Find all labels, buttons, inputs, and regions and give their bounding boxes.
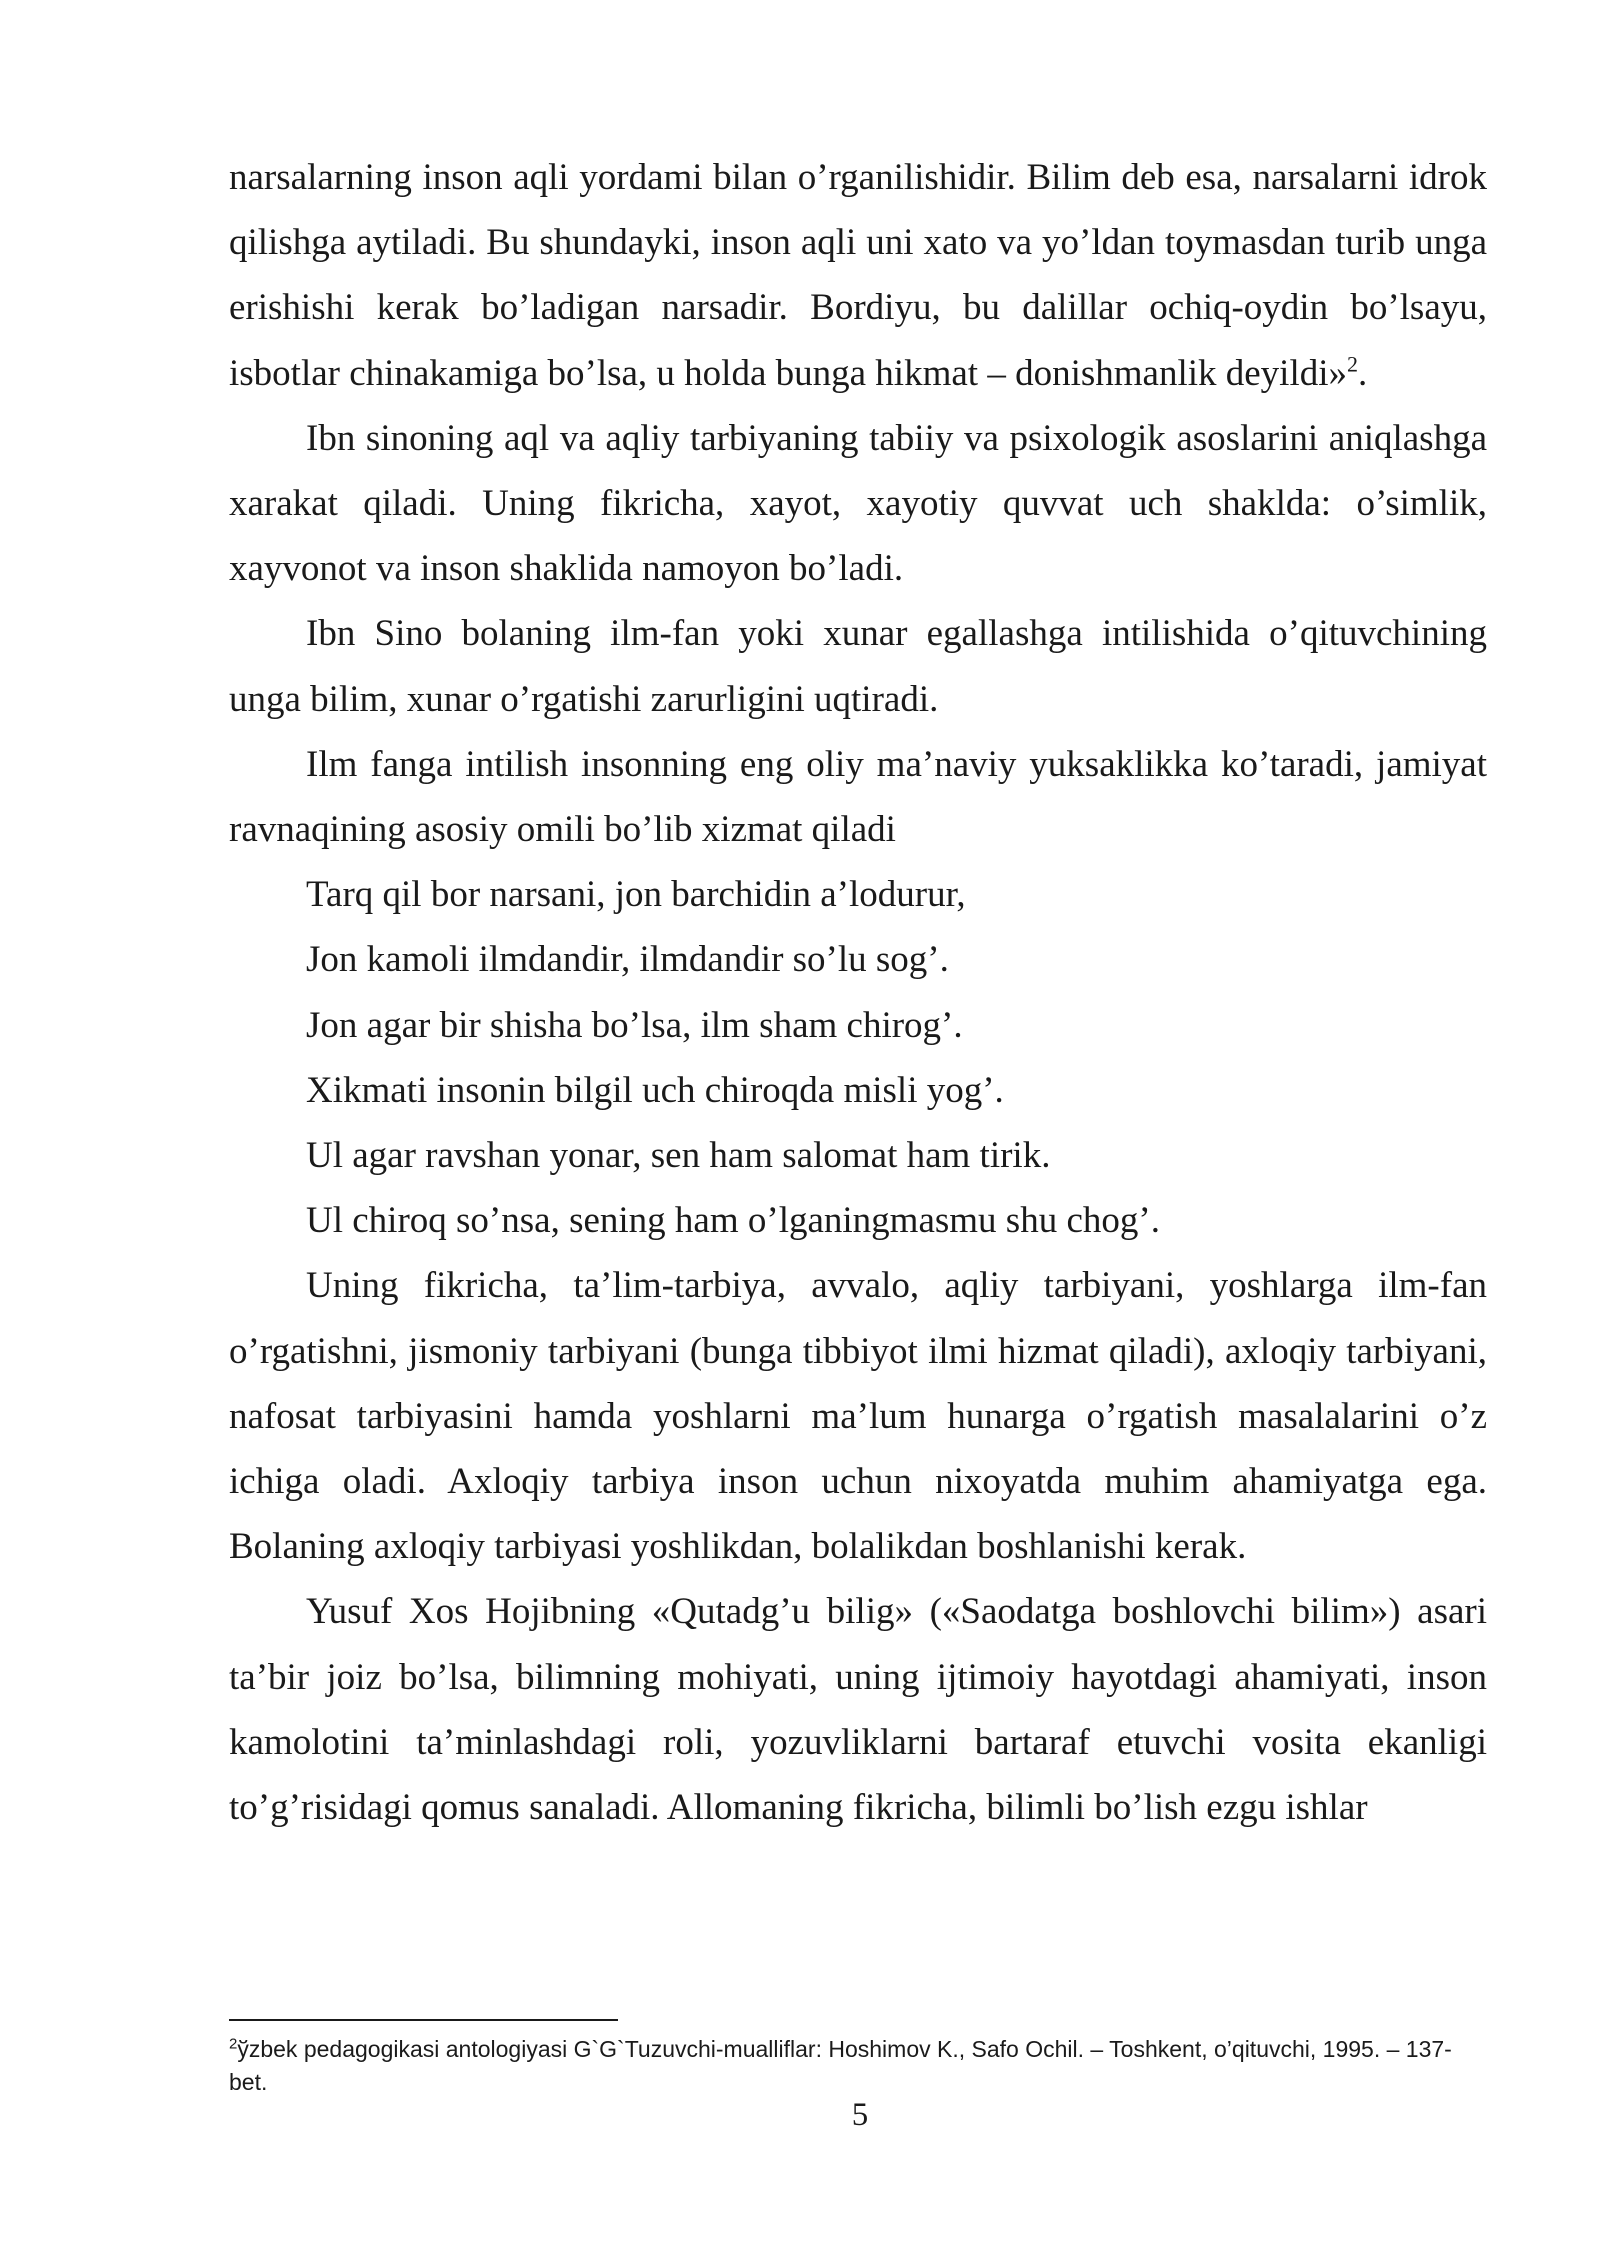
- footnote-separator: [229, 2019, 618, 2021]
- paragraph-5: Uning fikricha, ta’lim-tarbiya, avvalo, aqliy tarbiyani, yoshlarga ilm-fan o’rgatishni, jismoniy tarbiyani (bunga tibbiyot ilmi hizmat qiladi), axloqiy tarbiyani, nafosat tarbiyasini hamda yoshlarni ma’lum hunarga o’rgatish masalalarini o’z ichiga oladi. Axloqiy tarbiya inson uchun nixoyatda muhim ahamiyatga ega. Bolaning axloqiy tarbiyasi yoshlikdan, bolalikdan boshlanishi kerak.: [229, 1265, 1487, 1568]
- page-number: 5: [851, 2097, 869, 2133]
- paragraph-1: [229, 145, 1487, 406]
- footnote: [229, 2033, 1487, 2099]
- paragraph-3: Ibn Sino bolaning ilm-fan yoki xunar egallashga intilishida o’qituvchining unga bilim, xunar o’rgatishi zarurligini uqtiradi.: [229, 613, 1487, 720]
- verse-block: [229, 862, 1487, 1253]
- paragraph-1-end: .: [1358, 352, 1368, 394]
- verse-line: Jon agar bir shisha bo’lsa, ilm sham chirog’.: [306, 1004, 963, 1046]
- footnote-text: ўzbek pedagogikasi antologiyasi G`G`Tuzuvchi-mualliflar: Hoshimov K., Safo Ochil. – Toshkent, o’qituvchi, 1995. – 137-bet.: [229, 2036, 1452, 2095]
- verse-line: Xikmati insonin bilgil uch chiroqda misli yog’.: [306, 1069, 1004, 1111]
- verse-line: Jon kamoli ilmdandir, ilmdandir so’lu sog’.: [306, 939, 949, 981]
- verse-line: Tarq qil bor narsani, jon barchidin a’lodurur,: [306, 874, 966, 916]
- verse-line: Ul agar ravshan yonar, sen ham salomat ham tirik.: [306, 1135, 1051, 1177]
- footnote-number: 2: [229, 2035, 238, 2053]
- paragraph-1-text: narsalarning inson aqli yordami bilan o’rganilishidir. Bilim deb esa, narsalarni idrok qilishga aytiladi. Bu shundayki, inson aqli uni xato va yo’ldan toymasdan turib unga erishishi kerak bo’ladigan narsadir. Bordiyu, bu dalillar ochiq-oydin bo’lsayu, isbotlar chinakamiga bo’lsa, u holda bunga hikmat – donishmanlik deyildi»: [229, 157, 1487, 394]
- footnote-reference[interactable]: 2: [1347, 351, 1359, 377]
- paragraph-4: Ilm fanga intilish insonning eng oliy ma’naviy yuksaklikka ko’taradi, jamiyat ravnaqining asosiy omili bo’lib xizmat qiladi: [229, 743, 1487, 851]
- verse-line: Ul chiroq so’nsa, sening ham o’lganingmasmu shu chog’.: [306, 1200, 1160, 1242]
- paragraph-2: Ibn sinoning aql va aqliy tarbiyaning tabiiy va psixologik asoslarini aniqlashga xarakat qiladi. Uning fikricha, xayot, xayotiy quvvat uch shakldа: o’simlik, xayvonot va inson shaklida namoyon bo’ladi.: [229, 417, 1487, 590]
- body-text: [229, 145, 1487, 1840]
- paragraph-6: Yusuf Xos Hojibning «Qutadg’u bilig» («Saodatga boshlovchi bilim») asari ta’bir joiz bo’lsa, bilimning mohiyati, uning ijtimoiy hayotdagi ahamiyati, inson kamolotini ta’minlashdagi roli, yozuvliklarni bartaraf etuvchi vosita ekanligi to’g’risidagi qomus sanaladi. Allomaning fikricha, bilimli bo’lish ezgu ishlar: [229, 1591, 1487, 1829]
